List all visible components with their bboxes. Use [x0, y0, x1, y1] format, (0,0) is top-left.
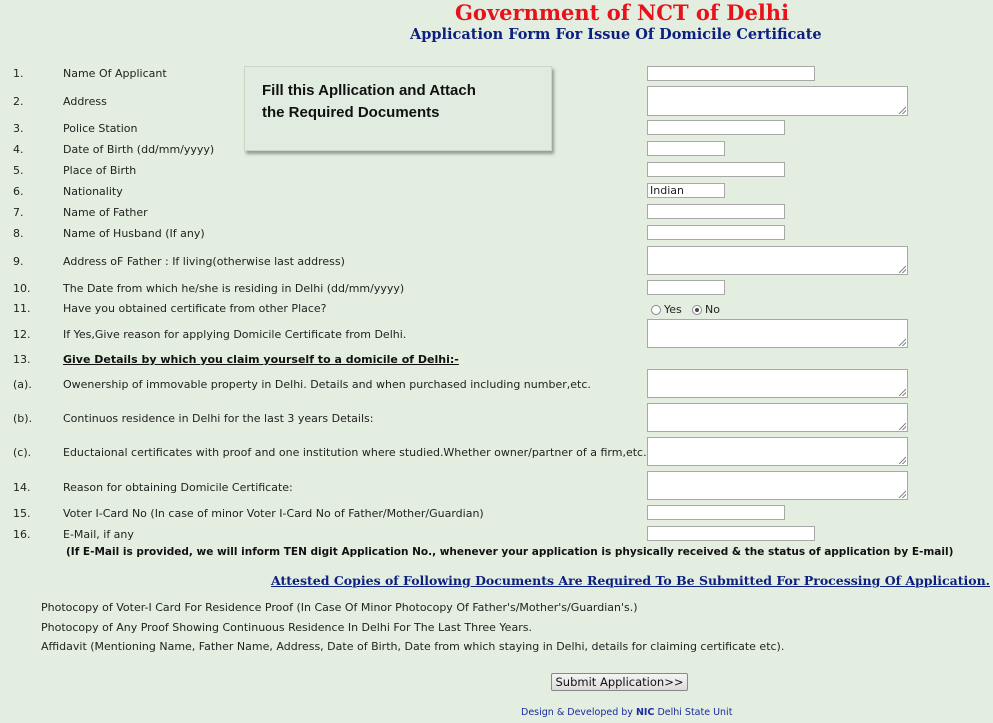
row-number: 12. — [13, 328, 31, 341]
row-number: 6. — [13, 185, 24, 198]
email-input[interactable] — [647, 526, 815, 541]
label-obtained-other-certificate: Have you obtained certificate from other Place? — [63, 302, 327, 315]
reason-if-yes-textarea[interactable] — [647, 319, 908, 348]
footer-brand: NIC — [635, 707, 655, 718]
row-number: (a). — [13, 378, 32, 391]
place-of-birth-input[interactable] — [647, 162, 785, 177]
reason-for-certificate-textarea[interactable] — [647, 471, 908, 500]
row-number: (b). — [13, 412, 33, 425]
row-number: 7. — [13, 206, 24, 219]
footer-prefix: Design & Developed by — [521, 707, 633, 718]
row-number: 10. — [13, 282, 31, 295]
label-address: Address — [63, 95, 107, 108]
label-residing-since: The Date from which he/she is residing in Delhi (dd/mm/yyyy) — [63, 282, 405, 295]
label-continuous-residence: Continuos residence in Delhi for the last 3 years Details: — [63, 412, 374, 425]
row-number: 13. — [13, 353, 31, 366]
voter-id-input[interactable] — [647, 505, 785, 520]
row-number: 3. — [13, 122, 24, 135]
instruction-line-1: Fill this Apllication and Attach — [262, 82, 476, 99]
row-number: 14. — [13, 481, 31, 494]
address-of-father-textarea[interactable] — [647, 246, 908, 275]
row-number: 15. — [13, 507, 31, 520]
document-item: Affidavit (Mentioning Name, Father Name, Address, Date of Birth, Date from which staying in Delhi, details for claiming certificate etc). — [41, 640, 785, 653]
label-voter-id: Voter I-Card No (In case of minor Voter I-Card No of Father/Mother/Guardian) — [63, 507, 484, 520]
label-domicile-claim-details: Give Details by which you claim yourself to a domicile of Delhi:- — [63, 353, 459, 366]
residing-since-date-input[interactable] — [647, 280, 725, 295]
page-subtitle: Application Form For Issue Of Domicile Certificate — [410, 26, 822, 43]
label-place-of-birth: Place of Birth — [63, 164, 137, 177]
submit-application-button[interactable]: Submit Application>> — [551, 673, 688, 691]
label-reason-if-yes: If Yes,Give reason for applying Domicile Certificate from Delhi. — [63, 328, 407, 341]
instruction-callout — [244, 66, 552, 151]
radio-no[interactable] — [692, 303, 720, 316]
row-number: 5. — [13, 164, 24, 177]
name-of-father-input[interactable] — [647, 204, 785, 219]
address-textarea[interactable] — [647, 86, 908, 116]
instruction-line-2: the Required Documents — [262, 104, 440, 121]
row-number: 2. — [13, 95, 24, 108]
label-reason-for-certificate: Reason for obtaining Domicile Certificate: — [63, 481, 293, 494]
educational-certificates-textarea[interactable] — [647, 437, 908, 466]
police-station-input[interactable] — [647, 120, 785, 135]
row-number: 9. — [13, 255, 24, 268]
label-educational-certificates: Eductaional certificates with proof and one institution where studied.Whether owner/partner of a firm,etc. — [63, 446, 647, 459]
footer-credit — [521, 707, 732, 718]
row-number: 8. — [13, 227, 24, 240]
radio-yes-label: Yes — [664, 303, 682, 316]
date-of-birth-input[interactable] — [647, 141, 725, 156]
row-number: 4. — [13, 143, 24, 156]
radio-no-label: No — [705, 303, 720, 316]
label-property-ownership: Owenership of immovable property in Delhi. Details and when purchased including number,etc. — [63, 378, 591, 391]
email-note: (If E-Mail is provided, we will inform TEN digit Application No., whenever your application is physically received & the status of application by E-mail) — [66, 546, 954, 558]
label-email: E-Mail, if any — [63, 528, 134, 541]
continuous-residence-textarea[interactable] — [647, 403, 908, 432]
label-name-of-husband: Name of Husband (If any) — [63, 227, 205, 240]
label-address-of-father: Address oF Father : If living(otherwise last address) — [63, 255, 345, 268]
document-item: Photocopy of Any Proof Showing Continuous Residence In Delhi For The Last Three Years. — [41, 621, 532, 634]
document-item: Photocopy of Voter-I Card For Residence Proof (In Case Of Minor Photocopy Of Father's/Mother's/Guardian's.) — [41, 601, 638, 614]
label-date-of-birth: Date of Birth (dd/mm/yyyy) — [63, 143, 215, 156]
property-ownership-textarea[interactable] — [647, 369, 908, 398]
footer-suffix: Delhi State Unit — [657, 707, 733, 718]
documents-heading: Attested Copies of Following Documents Are Required To Be Submitted For Processing Of Application. — [271, 573, 991, 588]
nationality-input[interactable]: Indian — [647, 183, 725, 198]
name-of-applicant-input[interactable] — [647, 66, 815, 81]
label-nationality: Nationality — [63, 185, 123, 198]
row-number: 11. — [13, 302, 31, 315]
radio-no-button[interactable] — [692, 305, 702, 315]
row-number: (c). — [13, 446, 32, 459]
label-name-of-applicant: Name Of Applicant — [63, 67, 167, 80]
row-number: 16. — [13, 528, 31, 541]
label-name-of-father: Name of Father — [63, 206, 148, 219]
radio-yes-button[interactable] — [651, 305, 661, 315]
label-police-station: Police Station — [63, 122, 138, 135]
page-title: Government of NCT of Delhi — [455, 0, 790, 25]
radio-yes[interactable] — [651, 303, 682, 316]
row-number: 1. — [13, 67, 24, 80]
name-of-husband-input[interactable] — [647, 225, 785, 240]
